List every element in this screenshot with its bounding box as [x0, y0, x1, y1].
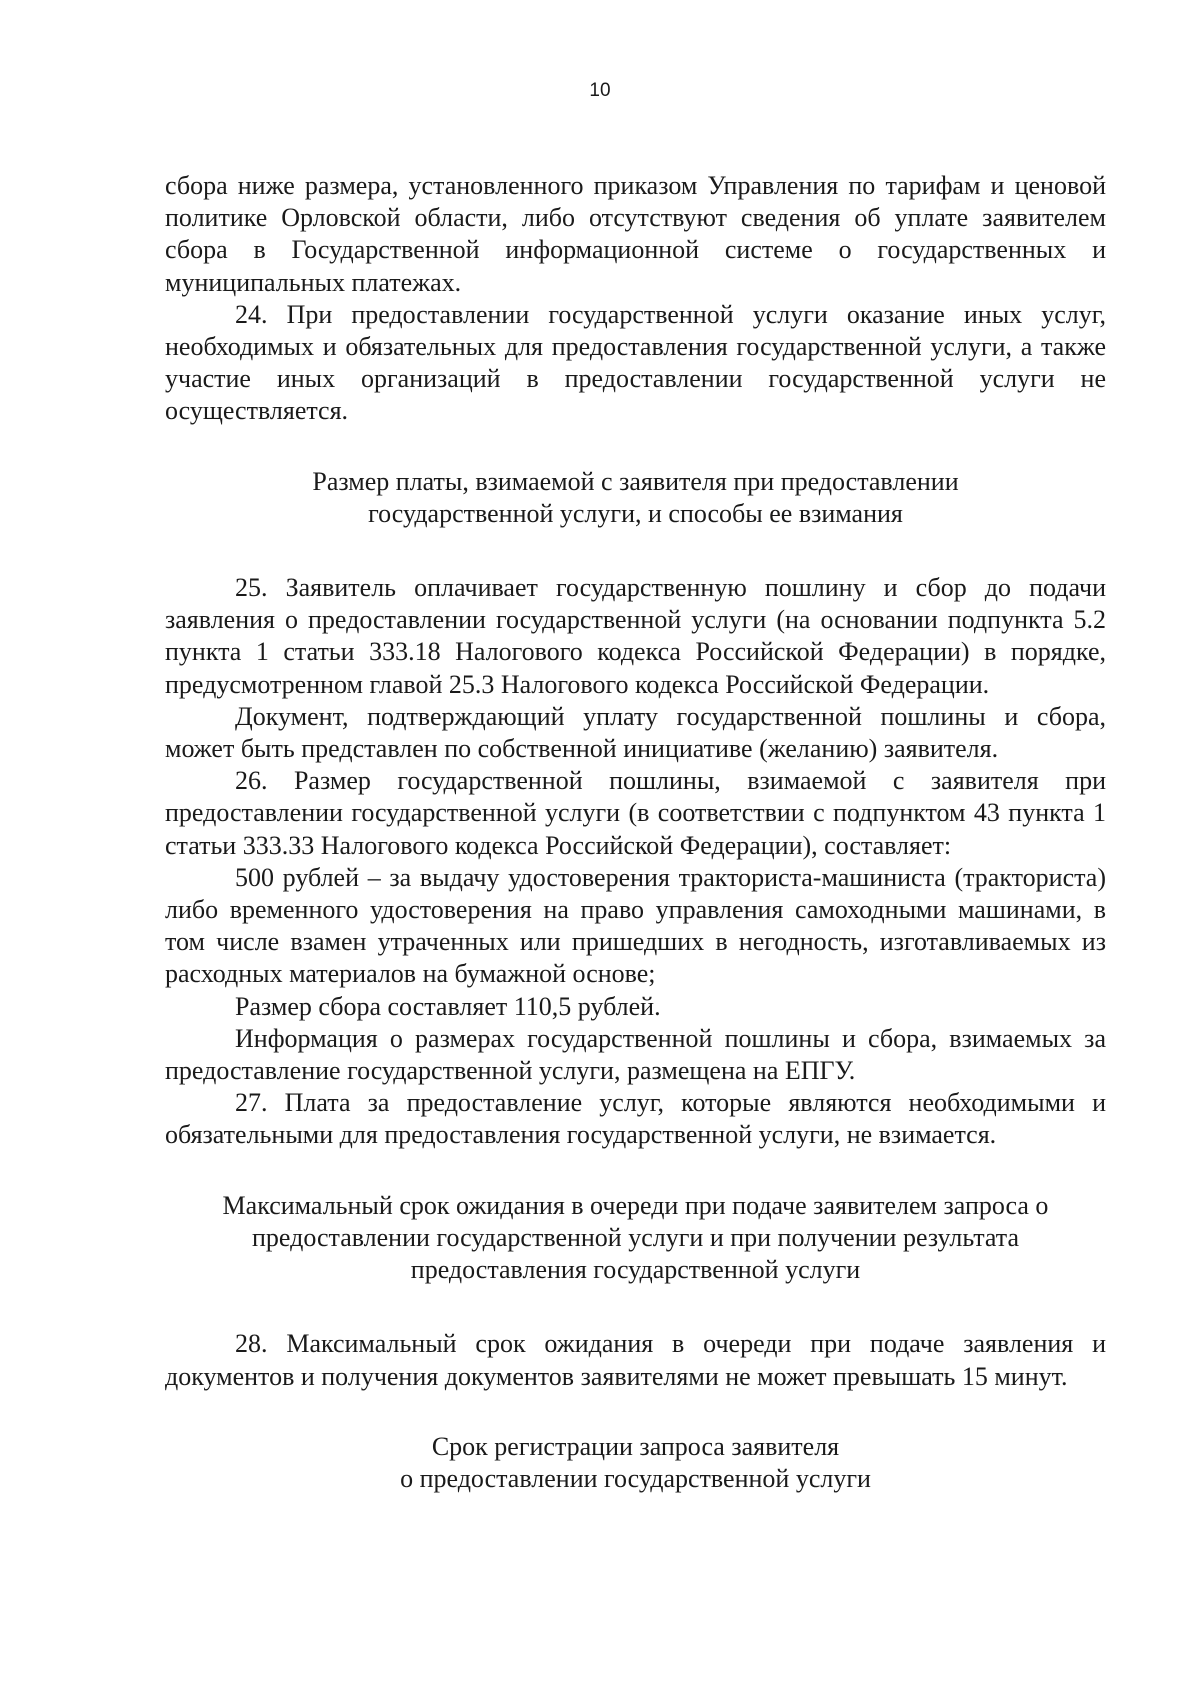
spacer: [165, 1286, 1106, 1328]
section-heading-fee: [165, 466, 1106, 530]
page-number: 10: [589, 80, 611, 101]
paragraph-24: 24. При предоставлении государственной услуги оказание иных услуг, необходимых и обязательных для предоставления государственной услуги, а также участие иных организаций в предоставлении государственной услуги не осуществляется.: [165, 299, 1106, 426]
paragraph-fee-amount: 500 рублей – за выдачу удостоверения тракториста-машиниста (тракториста) либо временного удостоверения на право управления самоходными машинами, в том числе взамен утраченных или пришедших в негодность, изготавливаемых из расходных материалов на бумажной основе;: [165, 862, 1106, 989]
document-body: [165, 170, 1106, 1495]
paragraph-25: 25. Заявитель оплачивает государственную пошлину и сбор до подачи заявления о предоставлении государственной услуги (на основании подпункта 5.2 пункта 1 статьи 333.18 Налогового кодекса Российской Федерации) в порядке, предусмотренном главой 25.3 Налогового кодекса Российской Федерации.: [165, 573, 1106, 699]
section-heading-queue: [165, 1190, 1106, 1287]
paragraph-continuation: сбора ниже размера, установленного приказом Управления по тарифам и ценовой политике Орловской области, либо отсутствуют сведения об уплате заявителем сбора в Государственной информационной системе о государственных и муниципальных платежах.: [165, 171, 1106, 297]
heading-line: Размер платы, взимаемой с заявителя при предоставлении: [312, 466, 959, 496]
paragraph-collection-amount: Размер сбора составляет 110,5 рублей.: [235, 991, 661, 1021]
paragraph-26: 26. Размер государственной пошлины, взимаемой с заявителя при предоставлении государственной услуги (в соответствии с подпунктом 43 пункта 1 статьи 333.33 Налогового кодекса Российской Федерации), составляет:: [165, 766, 1106, 860]
spacer: [165, 428, 1106, 466]
section-heading-registration: [165, 1431, 1106, 1495]
heading-line: государственной услуги, и способы ее взимания: [368, 498, 903, 528]
paragraph-27: 27. Плата за предоставление услуг, которые являются необходимыми и обязательными для предоставления государственной услуги, не взимается.: [165, 1088, 1106, 1150]
spacer: [165, 1152, 1106, 1190]
paragraph-fee-info: Информация о размерах государственной пошлины и сбора, взимаемых за предоставление государственной услуги, размещена на ЕПГУ.: [165, 1023, 1106, 1086]
heading-line: о предоставлении государственной услуги: [400, 1463, 871, 1493]
heading-line: Срок регистрации запроса заявителя: [431, 1431, 840, 1461]
paragraph-28: 28. Максимальный срок ожидания в очереди при подаче заявления и документов и получения документов заявителями не может превышать 15 минут.: [165, 1329, 1106, 1391]
spacer: [165, 530, 1106, 572]
spacer: [165, 1393, 1106, 1431]
heading-line: Максимальный срок ожидания в очереди при подаче заявителем запроса о: [222, 1190, 1049, 1220]
paragraph-payment-document: Документ, подтверждающий уплату государственной пошлины и сбора, может быть представлен по собственной инициативе (желанию) заявителя.: [165, 701, 1106, 764]
heading-line: предоставлении государственной услуги и при получении результата: [251, 1222, 1020, 1252]
heading-line: предоставления государственной услуги: [410, 1255, 861, 1285]
